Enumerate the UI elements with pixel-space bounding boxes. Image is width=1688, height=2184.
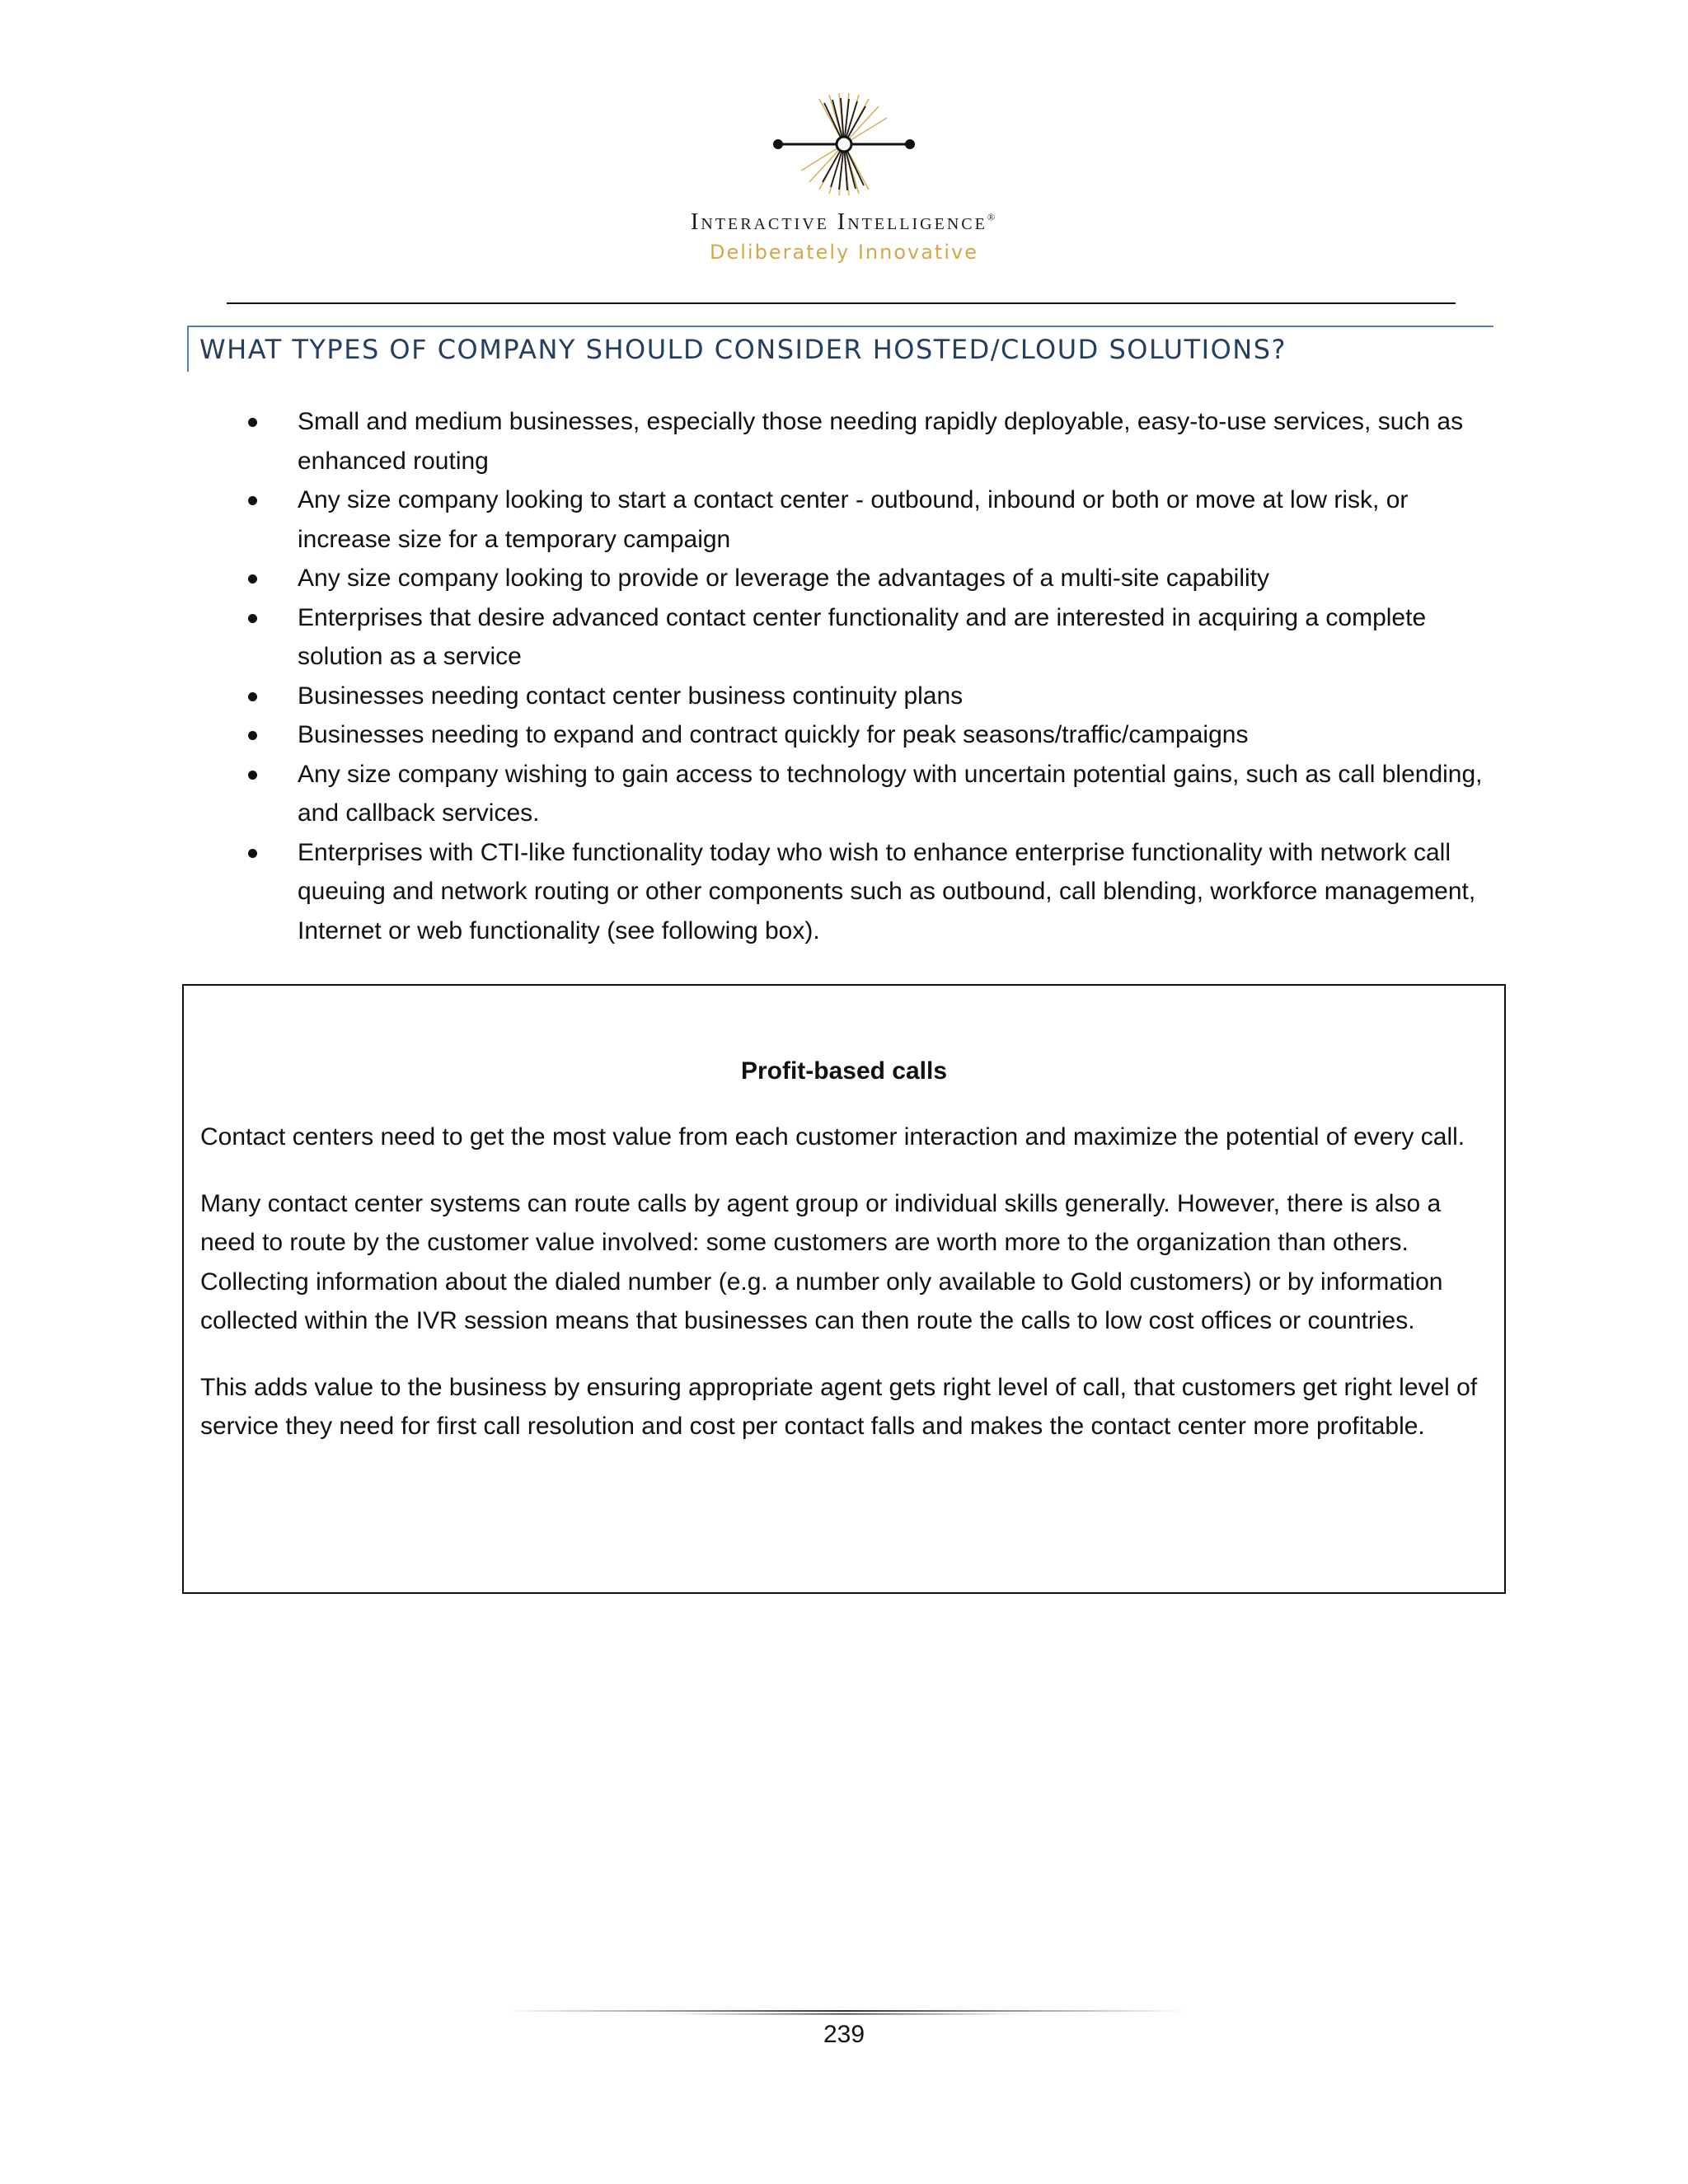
callout-paragraph: This adds value to the business by ensuring appropriate agent gets right level of call, that customers get right level of service they need for first call resolution and cost per contact falls and makes the contact center more profitable. [200, 1373, 1478, 1440]
bullet-icon [248, 731, 257, 740]
brand-name [0, 209, 1688, 236]
section-heading [187, 326, 1493, 372]
callout-body [200, 1118, 1494, 1474]
list-item-text: Any size company looking to start a contact center - outbound, inbound or both or move at low risk, or increase size for a temporary campaign [298, 486, 1409, 553]
brand-word-1: Interactive [691, 209, 829, 235]
list-item [239, 480, 1492, 559]
callout-box [182, 984, 1506, 1594]
callout-paragraph: Contact centers need to get the most value from each customer interaction and maximize the potential of every call. [200, 1123, 1465, 1151]
list-item [239, 715, 1492, 755]
section-heading-text: WHAT TYPES OF COMPANY SHOULD CONSIDER HOSTED/CLOUD SOLUTIONS? [199, 334, 1287, 365]
bullet-icon [248, 496, 257, 505]
company-logo-icon [766, 91, 922, 198]
list-item-text: Businesses needing to expand and contract quickly for peak seasons/traffic/campaigns [298, 721, 1249, 748]
bullet-icon [248, 418, 257, 427]
trademark-symbol: ® [987, 211, 997, 223]
header-divider [227, 302, 1456, 304]
bullet-icon [248, 614, 257, 623]
bullet-list [239, 402, 1492, 950]
list-item [239, 755, 1492, 833]
list-item-text: Enterprises with CTI-like functionality today who wish to enhance enterprise functionality with network call queuing and network routing or other components such as outbound, call blending, workforce management, Internet or web functionality (see following box). [298, 838, 1476, 944]
list-item [239, 559, 1492, 598]
list-item [239, 833, 1492, 951]
list-item-text: Enterprises that desire advanced contact center functionality and are interested in acquiring a complete solution as a service [298, 603, 1427, 670]
bullet-icon [248, 771, 257, 780]
bullet-icon [248, 849, 257, 858]
bullet-icon [248, 692, 257, 701]
list-item-text: Any size company looking to provide or leverage the advantages of a multi-site capability [298, 565, 1269, 592]
footer-divider [503, 2010, 1187, 2015]
list-item-text: Small and medium businesses, especially those needing rapidly deployable, easy-to-use services, such as enhanced routing [298, 408, 1464, 475]
tagline: Deliberately Innovative [710, 241, 978, 264]
header [0, 91, 1688, 264]
brand-word-2: Intelligence [837, 209, 987, 235]
list-item [239, 598, 1492, 677]
callout-paragraph: Many contact center systems can route calls by agent group or individual skills generally. However, there is also a need to route by the customer value involved: some customers are worth more to the organization than others. Collecting information about the dialed number (e.g. a number only available to Gold customers) or by information collected within the IVR session means that businesses can then route the calls to low cost offices or countries. [200, 1189, 1443, 1334]
callout-title: Profit-based calls [740, 1057, 948, 1085]
bullet-icon [248, 574, 257, 583]
list-item-text: Any size company wishing to gain access to technology with uncertain potential gains, such as call blending, and callback services. [298, 760, 1483, 827]
page-number: 239 [823, 2021, 865, 2048]
list-item [239, 402, 1492, 480]
list-item [239, 677, 1492, 716]
list-item-text: Businesses needing contact center business continuity plans [298, 682, 964, 710]
